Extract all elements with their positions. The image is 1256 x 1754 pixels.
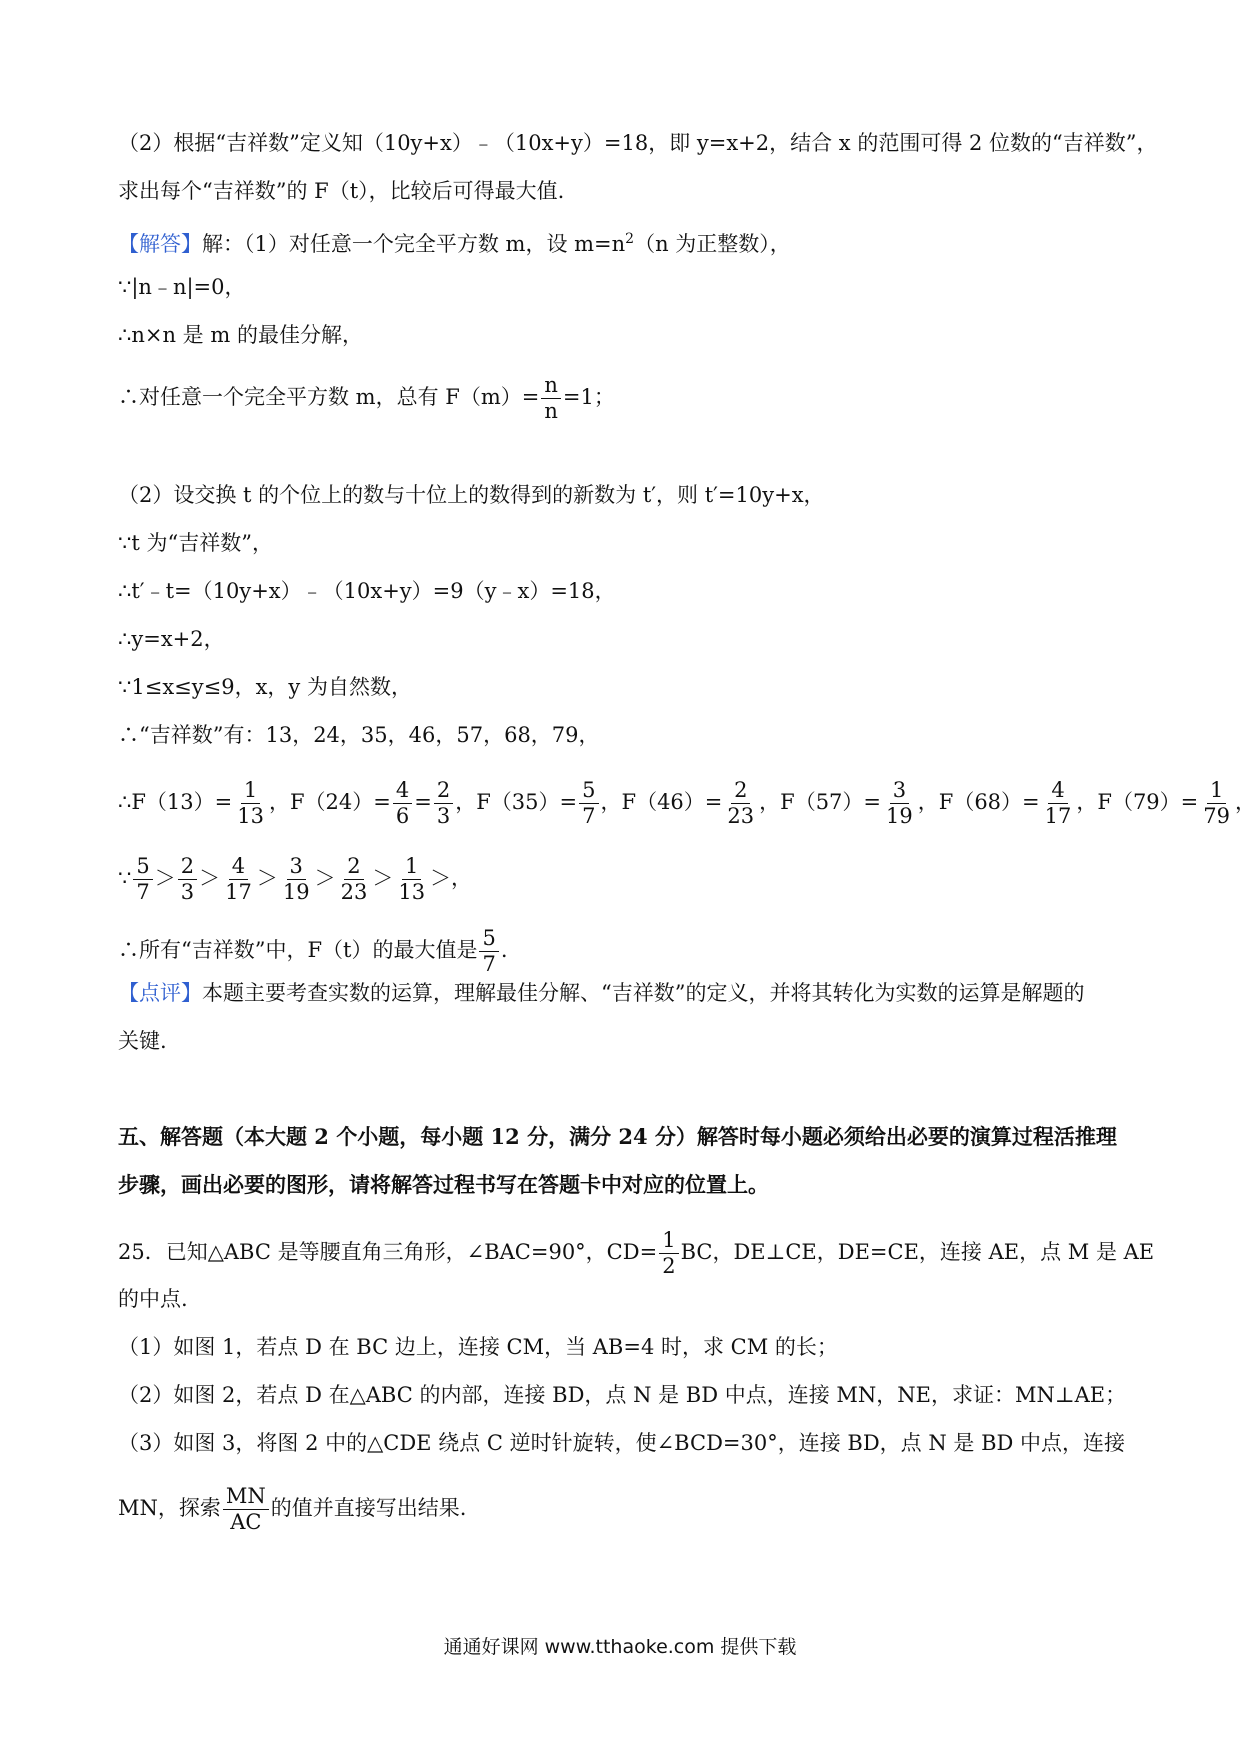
fraction	[393, 780, 412, 827]
answer-text: =1；	[562, 385, 615, 409]
q25-line-1	[118, 1230, 1154, 1277]
answer-line-6: ∵t 为“吉祥数”，	[118, 531, 273, 555]
numerator: 1	[241, 780, 260, 804]
denominator: 3	[436, 804, 451, 828]
answer-line-1	[118, 224, 791, 259]
text: 的值并直接写出结果.	[270, 1496, 467, 1520]
text: ，F（46）=	[600, 790, 723, 814]
numerator: 4	[1048, 780, 1067, 804]
denominator: 3	[180, 880, 195, 904]
fraction	[541, 375, 561, 422]
denominator: 19	[282, 880, 310, 904]
denominator: 79	[1203, 804, 1230, 828]
denominator: 17	[1044, 804, 1072, 828]
answer-line-2: ∵|n﹣n|=0，	[118, 275, 246, 299]
denominator: 7	[582, 804, 596, 828]
fraction	[222, 856, 255, 903]
text: ，F（24）=	[268, 790, 391, 814]
text: ＞，	[430, 866, 473, 890]
conclusion-line	[118, 928, 508, 975]
numerator: 2	[178, 856, 197, 880]
q25-part-4	[118, 1486, 466, 1533]
denominator: 23	[727, 804, 755, 828]
numerator: 5	[133, 856, 152, 880]
exponent: 2	[625, 231, 635, 247]
section-heading-line-2: 步骤，画出必要的图形，请将解答过程书写在答题卡中对应的位置上。	[118, 1172, 769, 1197]
numerator: 2	[344, 856, 363, 880]
answer-line-4	[118, 375, 615, 422]
denominator: 6	[395, 804, 410, 828]
comment-label: 【点评】	[118, 981, 202, 1005]
text: ，F（57）=	[759, 790, 882, 814]
denominator: 7	[482, 952, 496, 976]
fraction	[479, 928, 498, 975]
answer-text: （n 为正整数），	[634, 232, 791, 256]
numerator: 3	[287, 856, 306, 880]
fraction	[579, 780, 598, 827]
section-heading-line-1: 五、解答题（本大题 2 个小题，每小题 12 分，满分 24 分）解答时每小题必须给出必要的演算过程活推理	[118, 1124, 1117, 1149]
denominator: AC	[230, 1510, 262, 1534]
numerator: n	[541, 375, 561, 399]
answer-line-7: ∴t′﹣t=（10y+x）﹣（10x+y）=9（y﹣x）=18，	[118, 579, 616, 603]
greater-than: ＞	[199, 866, 221, 890]
comment-line-1	[118, 978, 1084, 1008]
fraction	[133, 856, 152, 903]
q25-part-1: （1）如图 1，若点 D 在 BC 边上，连接 CM，当 AB=4 时，求 CM 的长；	[118, 1335, 838, 1359]
text: BC，DE⊥CE，DE=CE，连接 AE，点 M 是 AE	[680, 1240, 1155, 1264]
q25-part-2: （2）如图 2，若点 D 在△ABC 的内部，连接 BD，点 N 是 BD 中点，连接 MN，NE，求证：MN⊥AE；	[118, 1383, 1127, 1407]
denominator: n	[544, 399, 558, 423]
numerator: 1	[1207, 780, 1226, 804]
text: 25．已知△ABC 是等腰直角三角形，∠BAC=90°，CD=	[118, 1240, 658, 1264]
answer-line-5: （2）设交换 t 的个位上的数与十位上的数得到的新数为 t′，则 t′=10y+x，	[118, 483, 825, 507]
numerator: 5	[579, 780, 598, 804]
numerator: 3	[890, 780, 909, 804]
text: MN，探索	[118, 1496, 221, 1520]
fraction	[338, 856, 371, 903]
text: ，F（79）=	[1076, 790, 1199, 814]
text: ，	[1235, 790, 1256, 814]
numerator: 5	[479, 928, 498, 952]
text: ∴F（13）=	[118, 790, 233, 814]
denominator: 13	[398, 880, 426, 904]
text: =	[414, 790, 432, 814]
answer-line-9: ∵1≤x≤y≤9，x，y 为自然数，	[118, 675, 412, 699]
text: ，F（35）=	[455, 790, 578, 814]
numerator: 4	[229, 856, 248, 880]
answer-label: 【解答】	[118, 232, 202, 256]
fraction	[178, 856, 197, 903]
comment-line-2: 关键.	[118, 1029, 167, 1053]
answer-text: ∴对任意一个完全平方数 m，总有 F（m）=	[118, 385, 540, 409]
denominator: 23	[340, 880, 368, 904]
denominator: 13	[237, 804, 264, 828]
text: ∴所有“吉祥数”中，F（t）的最大值是	[118, 938, 478, 962]
fraction	[223, 1486, 269, 1533]
inequality-line	[118, 856, 472, 903]
numerator: MN	[223, 1486, 269, 1510]
q25-line-2: 的中点.	[118, 1287, 188, 1311]
fraction	[724, 780, 757, 827]
text: ∵	[118, 866, 132, 890]
denominator: 7	[136, 880, 150, 904]
denominator: 17	[225, 880, 252, 904]
analysis-line-2: 求出每个“吉祥数”的 F（t），比较后可得最大值.	[118, 179, 565, 203]
text: .	[500, 938, 508, 962]
fraction	[1042, 780, 1075, 827]
analysis-line-1: （2）根据“吉祥数”定义知（10y+x）﹣（10x+y）=18，即 y=x+2，结合 x 的范围可得 2 位数的“吉祥数”，	[118, 131, 1158, 155]
fraction	[659, 1230, 678, 1277]
fraction	[1200, 780, 1233, 827]
fraction	[234, 780, 267, 827]
answer-text: 解：（1）对任意一个完全平方数 m，设 m=n	[202, 232, 626, 256]
denominator: 19	[886, 804, 913, 828]
greater-than: ＞	[256, 866, 278, 890]
fraction	[395, 856, 428, 903]
numerator: 4	[393, 780, 412, 804]
comment-text: 本题主要考查实数的运算，理解最佳分解、“吉祥数”的定义，并将其转化为实数的运算是解题的	[202, 981, 1085, 1005]
answer-line-3: ∴n×n 是 m 的最佳分解，	[118, 323, 363, 347]
greater-than: ＞	[372, 866, 394, 890]
numerator: 2	[731, 780, 750, 804]
q25-part-3: （3）如图 3，将图 2 中的△CDE 绕点 C 逆时针旋转，使∠BCD=30°，连接 BD，点 N 是 BD 中点，连接	[118, 1431, 1126, 1455]
text: ，F（68）=	[917, 790, 1040, 814]
fraction	[883, 780, 916, 827]
fraction	[280, 856, 313, 903]
greater-than: ＞	[154, 866, 176, 890]
greater-than: ＞	[314, 866, 336, 890]
numerator: 2	[434, 780, 453, 804]
fraction	[434, 780, 453, 827]
answer-line-10: ∴“吉祥数”有：13，24，35，46，57，68，79，	[118, 723, 600, 747]
numerator: 1	[402, 856, 421, 880]
f-values-line	[118, 780, 1256, 827]
denominator: 2	[662, 1254, 676, 1278]
numerator: 1	[659, 1230, 678, 1254]
answer-line-8: ∴y=x+2，	[118, 627, 225, 651]
footer-text: 通通好课网 www.tthaoke.com 提供下载	[443, 1636, 797, 1658]
